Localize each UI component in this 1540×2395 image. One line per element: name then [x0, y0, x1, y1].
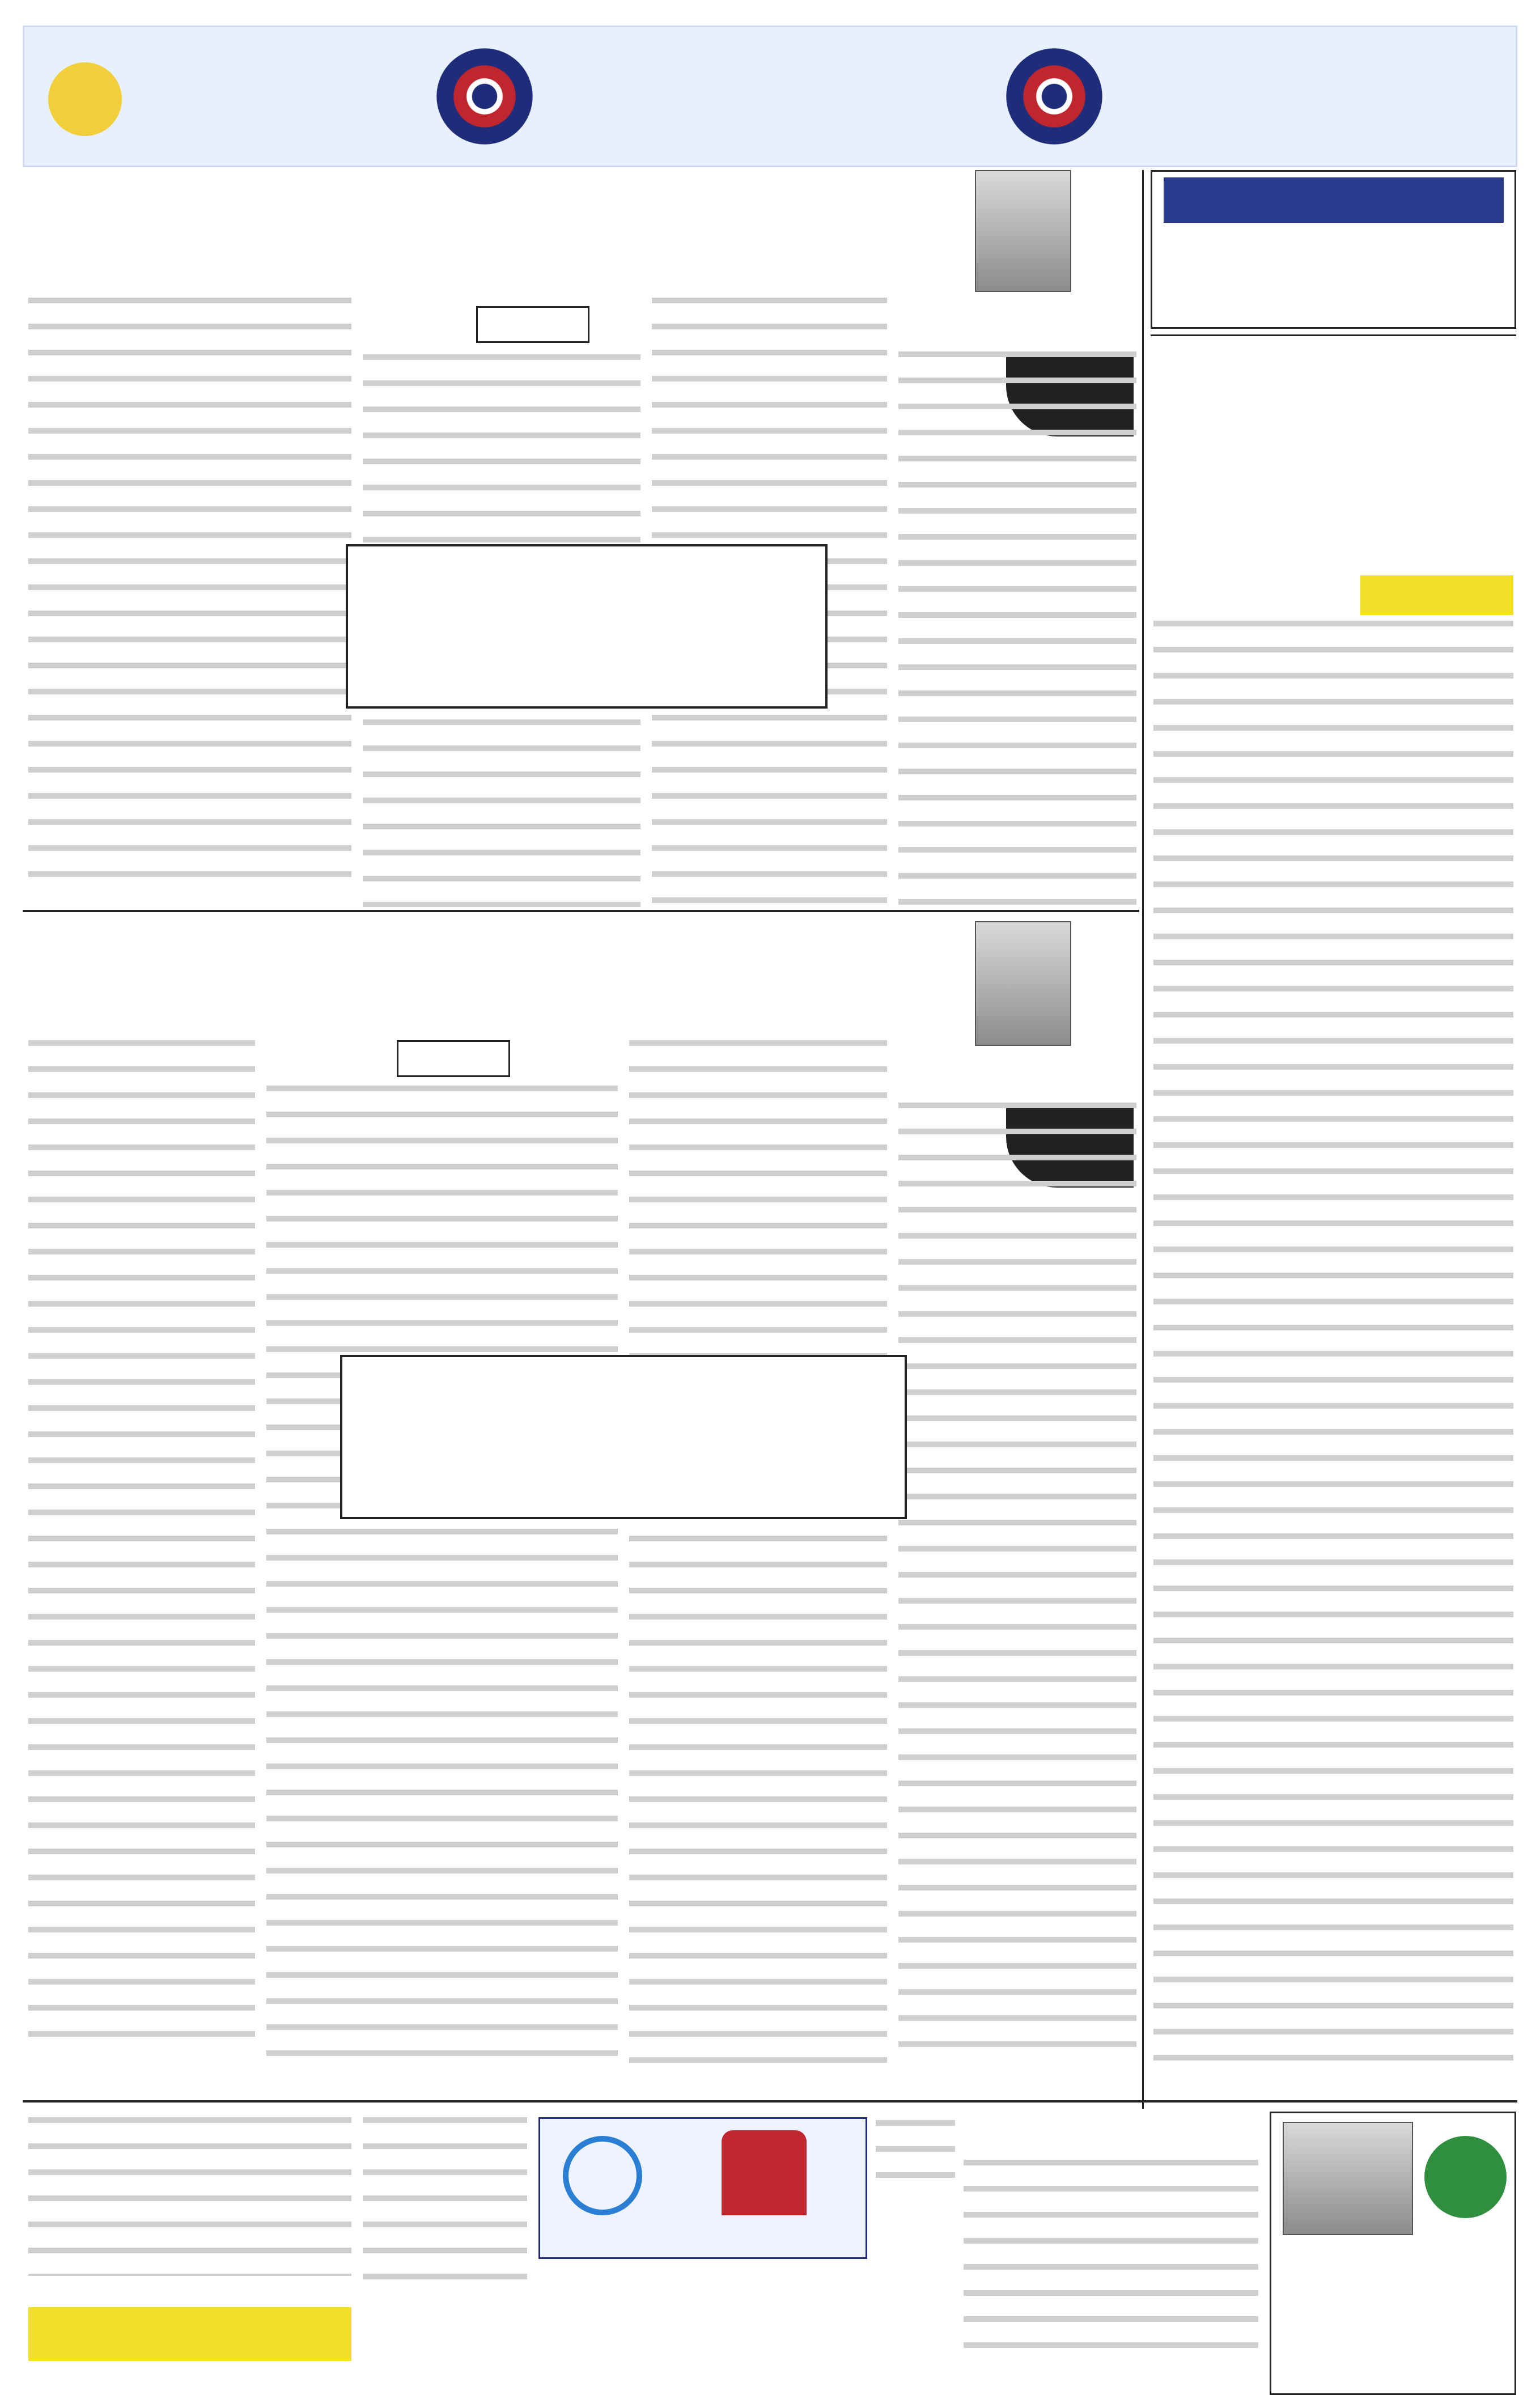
- letters-banner: [538, 2117, 867, 2259]
- letter2-body: [876, 2120, 955, 2182]
- column-rule: [1142, 170, 1144, 2109]
- browser-icon: [563, 2136, 642, 2215]
- article1-author-photo: [975, 170, 1071, 292]
- emblem-left-icon: [436, 48, 533, 145]
- article2-tag-left: [397, 1040, 510, 1077]
- paper-logo: [147, 48, 374, 150]
- article2-col: [898, 1103, 1136, 2066]
- divider: [1151, 334, 1516, 336]
- article2-col: [266, 1086, 618, 2066]
- article1-tag-left: [476, 306, 589, 343]
- aaina-photo: [1283, 2122, 1413, 2235]
- aaina-box: [1270, 2112, 1516, 2395]
- editorial-logo: [1207, 346, 1462, 453]
- letters-notice: [28, 2307, 351, 2361]
- article2-col: [629, 1040, 887, 2066]
- aqwal-heading: [1164, 177, 1504, 223]
- article1-col: [898, 351, 1136, 907]
- emblem-right-icon: [1006, 48, 1102, 145]
- article2-author-photo: [975, 921, 1071, 1046]
- editorial-body: [1153, 621, 1513, 2066]
- article1-col: [28, 298, 351, 893]
- article1-pullquote: [346, 544, 828, 709]
- article2-pullquote: [340, 1355, 907, 1519]
- divider: [23, 910, 1139, 912]
- letter3-body: [363, 2117, 527, 2287]
- postbox-icon: [722, 2130, 807, 2215]
- aqwal-box: [1151, 170, 1516, 329]
- editorial-lead-name: [1360, 575, 1513, 615]
- letter1-body: [964, 2160, 1258, 2366]
- letter4-body: [28, 2117, 351, 2276]
- divider: [23, 2100, 1517, 2102]
- article2-col: [28, 1040, 255, 2055]
- page-number: [48, 62, 122, 136]
- aaina-title: [1424, 2136, 1507, 2218]
